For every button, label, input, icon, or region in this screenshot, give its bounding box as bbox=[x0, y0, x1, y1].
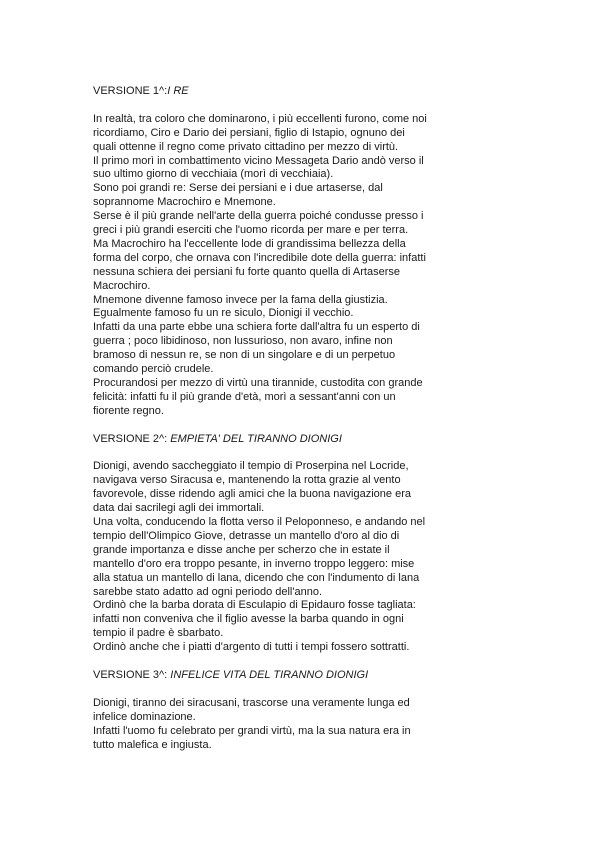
section-heading bbox=[93, 433, 473, 447]
section-heading bbox=[93, 85, 473, 99]
paragraph: Infatti l'uomo fu celebrato per grandi virtù, ma la sua natura era in tutto malefica e ingiusta. bbox=[93, 724, 411, 751]
section-body bbox=[93, 697, 473, 753]
paragraph: Dionigi, avendo saccheggiato il tempio di Proserpina nel Locride, navigava verso Siracusa e, mantenendo la rotta grazie al vento favorevole, disse ridendo agli amici che la buona navigazione era data dai sacrilegi agli dei immortali. bbox=[93, 460, 411, 515]
paragraph: Infatti da una parte ebbe una schiera forte dall'altra fu un esperto di guerra ; poco libidinoso, non lussurioso, non avaro, infine non bramoso di nessun re, se non di un singolare e di un perpetuo comando perciò crudele. bbox=[93, 321, 420, 376]
section-body bbox=[93, 113, 473, 419]
paragraph: Dionigi, tiranno dei siracusani, trascorse una veramente lunga ed infelice dominazione. bbox=[93, 696, 410, 723]
paragraph: Una volta, conducendo la flotta verso il Peloponneso, e andando nel tempio dell'Olimpico Giove, detrasse un mantello d'oro al dio di grande importanza e disse anche per scherzo che in estate il mantello d'oro era troppo pesante, in inverno troppo leggero: mise alla statua un mantello di lana, dicendo che con l'indumento di lana sarebbe stato adatto ad ogni periodo dell'anno. bbox=[93, 516, 426, 598]
paragraph: Ordinò che la barba dorata di Esculapio di Epidauro fosse tagliata: infatti non conveniva che il figlio avesse la barba quando in ogni tempio il padre è sbarbato. bbox=[93, 599, 416, 640]
paragraph: Ma Macrochiro ha l'eccellente lode di grandissima bellezza della forma del corpo, che ornava con l'incredibile dote della guerra: infatti nessuna schiera dei persiani fu forte quanto quella di Artaserse Macrochiro. bbox=[93, 237, 426, 292]
paragraph: Ordinò anche che i piatti d'argento di tutti i tempi fossero sottratti. bbox=[93, 641, 410, 654]
paragraph: In realtà, tra coloro che dominarono, i più eccellenti furono, come noi ricordiamo, Ciro e Dario dei persiani, figlio di Istapio, ognuno dei quali ottenne il regno come privato cittadino per mezzo di virtù. bbox=[93, 112, 427, 153]
section-heading bbox=[93, 669, 473, 683]
paragraph: Il primo morì in combattimento vicino Messageta Dario andò verso il suo ultimo giorno di vecchiaia (morì di vecchiaia). bbox=[93, 154, 424, 181]
heading-title: EMPIETA' DEL TIRANNO DIONIGI bbox=[170, 432, 342, 445]
section-body bbox=[93, 460, 473, 655]
heading-title: I RE bbox=[167, 85, 189, 97]
paragraph: Egualmente famoso fu un re siculo, Dionigi il vecchio. bbox=[93, 307, 354, 320]
paragraph: Procurandosi per mezzo di virtù una tirannide, custodita con grande felicità: infatti fu il più grande d'età, morì a sessant'anni con un fiorente regno. bbox=[93, 377, 423, 417]
heading-prefix: VERSIONE 1^: bbox=[93, 85, 168, 97]
paragraph: Mnemone divenne famoso invece per la fama della giustizia. bbox=[93, 293, 388, 306]
heading-prefix: VERSIONE 3^: bbox=[93, 669, 171, 681]
heading-prefix: VERSIONE 2^: bbox=[93, 432, 171, 445]
paragraph: Sono poi grandi re: Serse dei persiani e i due artaserse, dal soprannome Macrochiro e Mnemone. bbox=[93, 182, 383, 209]
paragraph: Serse è il più grande nell'arte della guerra poiché condusse presso i greci i più grandi eserciti che l'uomo ricorda per mare e per terra. bbox=[93, 210, 424, 237]
heading-title: INFELICE VITA DEL TIRANNO DIONIGI bbox=[170, 669, 369, 681]
document-page bbox=[93, 85, 473, 766]
